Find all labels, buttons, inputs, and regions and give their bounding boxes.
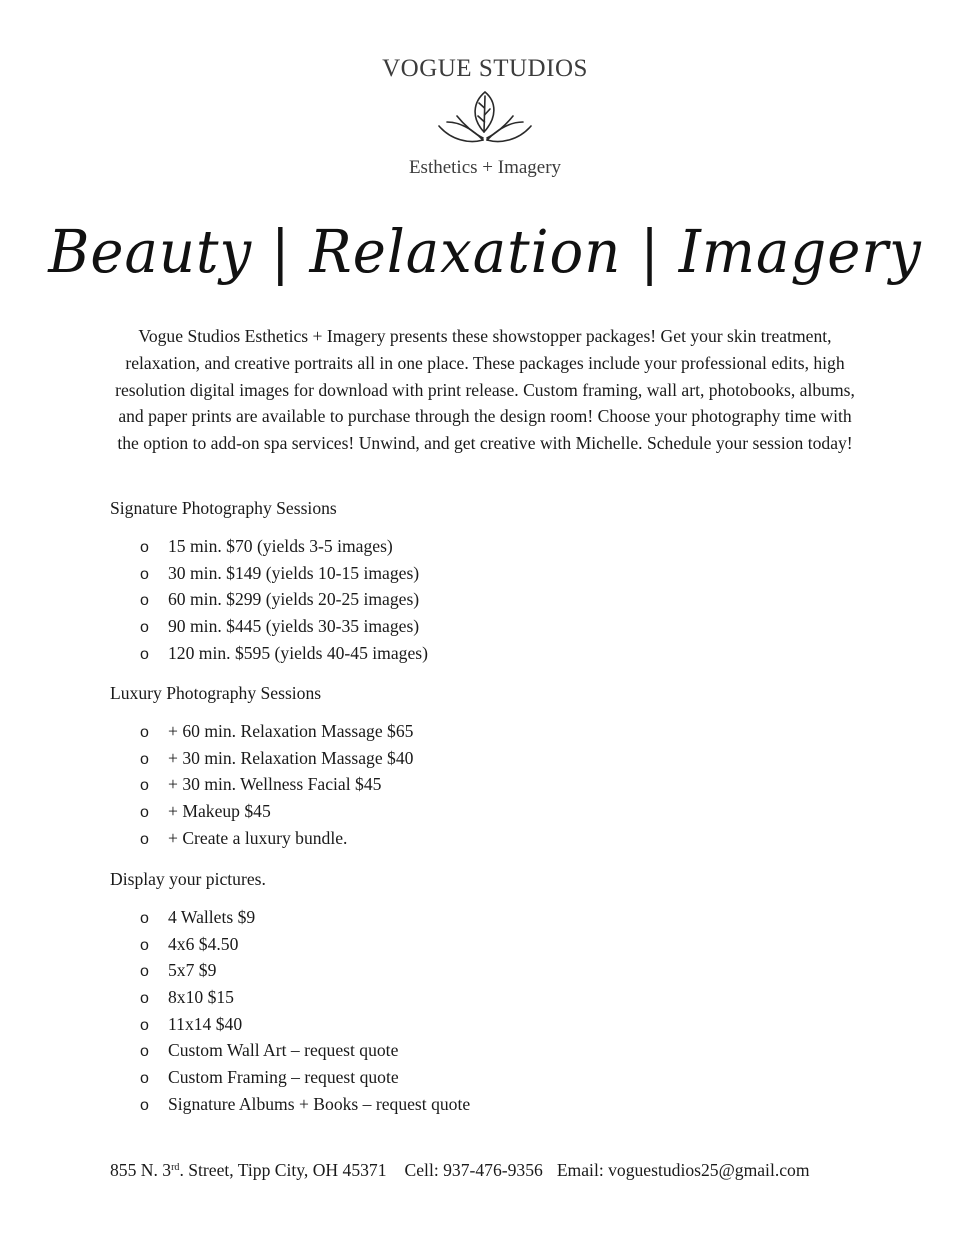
bullet: o xyxy=(140,1070,149,1088)
list-item: o 60 min. $299 (yields 20-25 images) xyxy=(140,586,428,613)
list-item: o 90 min. $445 (yields 30-35 images) xyxy=(140,613,428,640)
email-address[interactable]: Email: voguestudios25@gmail.com xyxy=(556,1160,810,1180)
list-item: o Custom Framing – request quote xyxy=(140,1064,470,1091)
list-item: o 4 Wallets $9 xyxy=(140,904,470,931)
bullet: o xyxy=(140,565,149,583)
luxury-sessions-list xyxy=(140,718,413,851)
bullet: o xyxy=(140,724,149,741)
bullet: o xyxy=(140,910,149,927)
list-item: o + Create a luxury bundle. xyxy=(140,825,413,852)
list-item: o Custom Wall Art – request quote xyxy=(140,1037,470,1064)
display-prints-list xyxy=(140,904,470,1118)
list-item: o 5x7 $9 xyxy=(140,957,470,984)
list-item: o + 30 min. Wellness Facial $45 xyxy=(140,771,413,798)
bullet: o xyxy=(140,619,149,637)
list-item: o 15 min. $70 (yields 3-5 images) xyxy=(140,533,428,560)
contact-footer xyxy=(110,1157,870,1183)
logo-tagline: Esthetics + Imagery xyxy=(408,157,562,178)
section-heading-luxury: Luxury Photography Sessions xyxy=(110,683,322,703)
intro-paragraph: Vogue Studios Esthetics + Imagery presents these showstopper packages! Get your skin treatment, relaxation, and creative portraits all in one place. These packages include your professional edits, high resolution digital images for download with print release. Custom framing, wall art, photobooks, albums, and paper prints are available to purchase through the design room! Choose your photography time with the option to add-on spa services! Unwind, and get creative with Michelle. Schedule your session today! xyxy=(115,326,855,454)
bullet: o xyxy=(140,645,149,663)
bullet: o xyxy=(140,777,149,795)
bullet: o xyxy=(140,1016,149,1034)
list-item: o 30 min. $149 (yields 10-15 images) xyxy=(140,560,428,587)
leaf-lotus-icon xyxy=(437,88,533,150)
bullet: o xyxy=(140,830,149,848)
page-title: Beauty | Relaxation | Imagery xyxy=(48,218,922,287)
logo xyxy=(0,54,970,180)
list-item: o 4x6 $4.50 xyxy=(140,931,470,958)
bullet: o xyxy=(140,804,149,822)
bullet: o xyxy=(140,936,149,954)
bullet: o xyxy=(140,539,149,556)
list-item: o 11x14 $40 xyxy=(140,1011,470,1038)
list-item: o + 60 min. Relaxation Massage $65 xyxy=(140,718,413,745)
section-heading-signature: Signature Photography Sessions xyxy=(110,498,337,518)
signature-sessions-list xyxy=(140,533,428,666)
bullet: o xyxy=(140,1096,149,1114)
bullet: o xyxy=(140,963,149,981)
logo-studio-name: VOGUE STUDIOS xyxy=(382,55,588,82)
list-item: o + 30 min. Relaxation Massage $40 xyxy=(140,745,413,772)
address: 855 N. 3rd. Street, Tipp City, OH 45371 xyxy=(110,1160,387,1180)
list-item: o + Makeup $45 xyxy=(140,798,413,825)
list-item: o Signature Albums + Books – request quote xyxy=(140,1091,470,1118)
list-item: o 120 min. $595 (yields 40-45 images) xyxy=(140,640,428,667)
bullet: o xyxy=(140,592,149,610)
bullet: o xyxy=(140,750,149,768)
phone-number[interactable]: Cell: 937-476-9356 xyxy=(404,1160,543,1180)
bullet: o xyxy=(140,990,149,1008)
list-item: o 8x10 $15 xyxy=(140,984,470,1011)
section-heading-display: Display your pictures. xyxy=(110,869,266,889)
bullet: o xyxy=(140,1043,149,1061)
